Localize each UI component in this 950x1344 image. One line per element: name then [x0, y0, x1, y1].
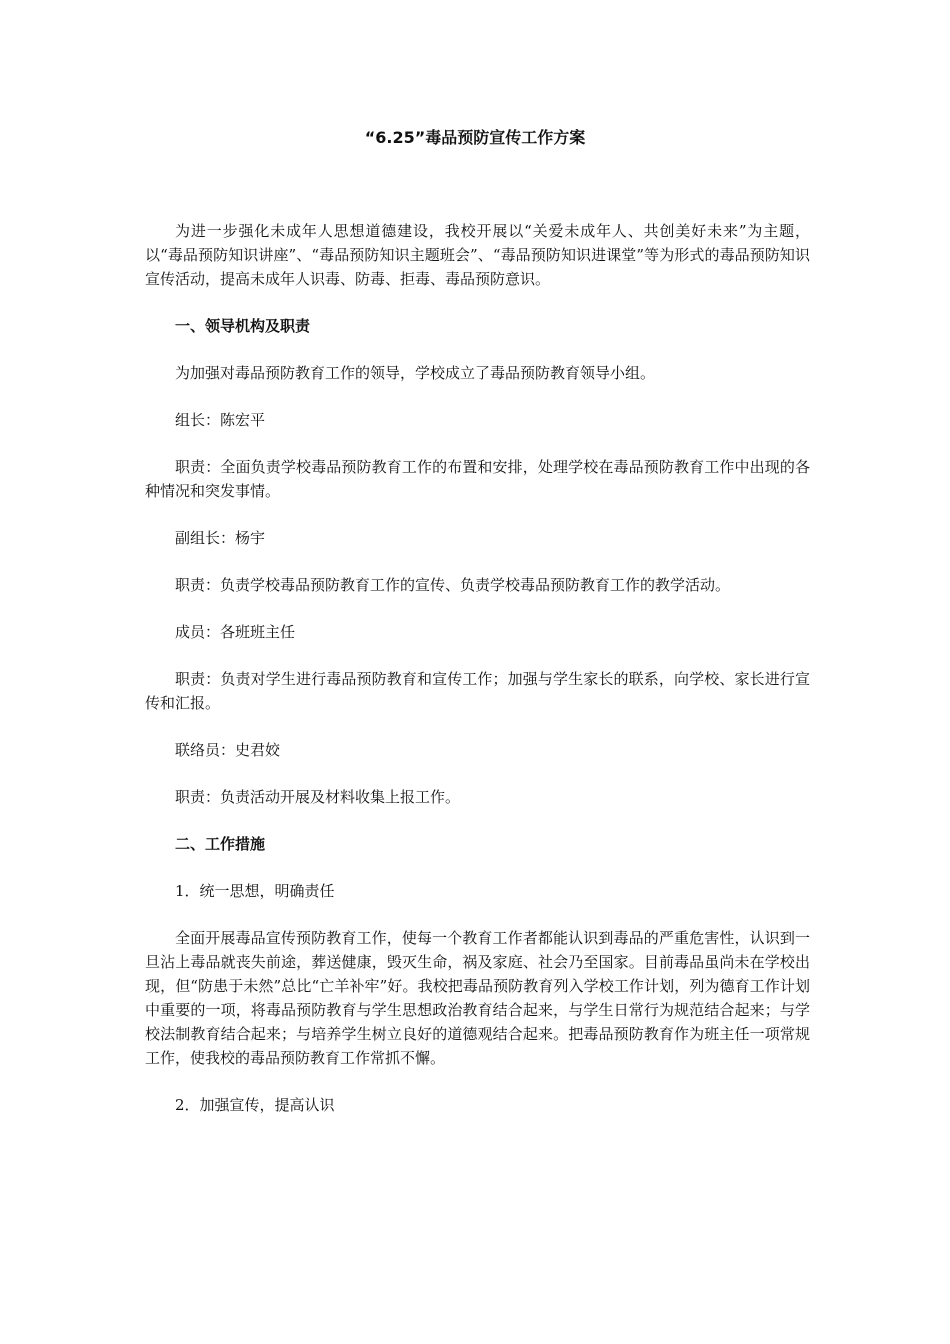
paragraph: 全面开展毒品宣传预防教育工作，使每一个教育工作者都能认识到毒品的严重危害性，认识到一旦沾上毒品就丧失前途，葬送健康，毁灭生命，祸及家庭、社会乃至国家。目前毒品虽尚未在学校出现，但“防患于未然”总比“亡羊补牢”好。我校把毒品预防教育列入学校工作计划，列为德育工作计划中重要的一项，将毒品预防教育与学生思想政治教育结合起来，与学生日常行为规范结合起来；与学校法制教育结合起来；与培养学生树立良好的道德观结合起来。把毒品预防教育作为班主任一项常规工作，使我校的毒品预防教育工作常抓不懈。: [145, 929, 810, 1067]
paragraph: 职责：全面负责学校毒品预防教育工作的布置和安排，处理学校在毒品预防教育工作中出现的各种情况和突发事情。: [145, 458, 810, 500]
paragraph: 副组长：杨宇: [175, 529, 266, 547]
paragraph: 组长：陈宏平: [175, 411, 266, 429]
section-heading-leadership: 一、领导机构及职责: [175, 317, 311, 335]
paragraph: 联络员：史君姣: [175, 741, 281, 759]
paragraph: 1．统一思想，明确责任: [175, 882, 335, 900]
section-heading-measures: 二、工作措施: [175, 835, 266, 853]
intro-paragraph: 为进一步强化未成年人思想道德建设，我校开展以“关爱未成年人、共创美好未来”为主题，以“毒品预防知识讲座”、“毒品预防知识主题班会”、“毒品预防知识进课堂”等为形式的毒品预防知识宣传活动，提高未成年人识毒、防毒、拒毒、毒品预防意识。: [145, 222, 810, 288]
paragraph: 成员：各班班主任: [175, 623, 296, 641]
page-title: “6.25”毒品预防宣传工作方案: [364, 128, 586, 147]
paragraph: 职责：负责学校毒品预防教育工作的宣传、负责学校毒品预防教育工作的教学活动。: [175, 576, 731, 594]
paragraph: 2．加强宣传，提高认识: [175, 1096, 335, 1114]
document-body: [145, 219, 810, 1117]
paragraph: 职责：负责对学生进行毒品预防教育和宣传工作；加强与学生家长的联系，向学校、家长进行宣传和汇报。: [145, 670, 810, 712]
paragraph: 为加强对毒品预防教育工作的领导，学校成立了毒品预防教育领导小组。: [175, 364, 656, 382]
paragraph: 职责：负责活动开展及材料收集上报工作。: [175, 788, 461, 806]
